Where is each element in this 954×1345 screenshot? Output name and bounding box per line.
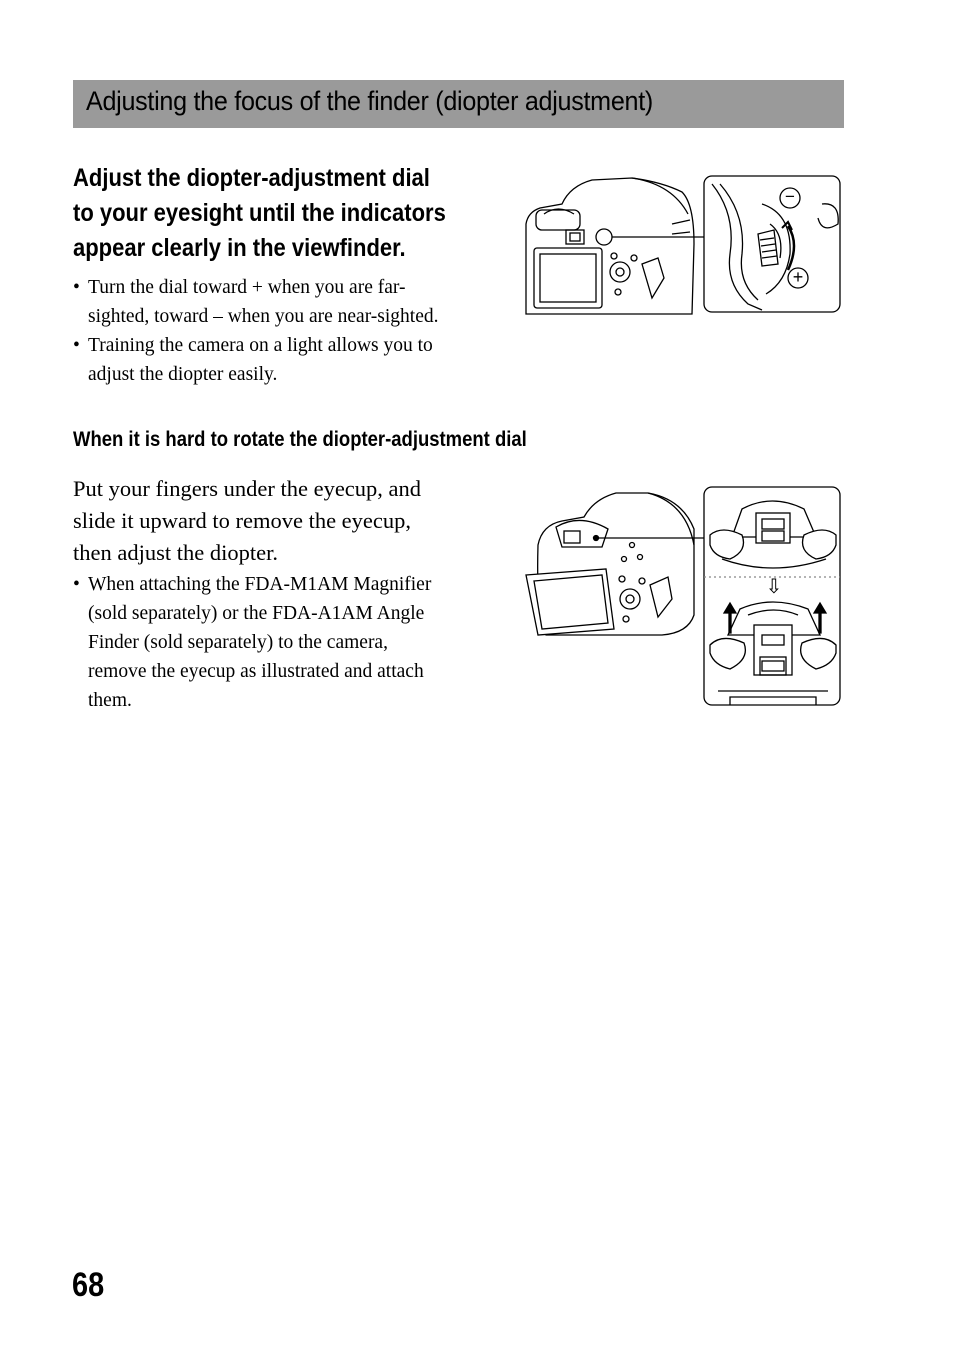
page-number: 68 — [72, 1266, 105, 1304]
diopter-heading — [73, 161, 460, 266]
eyecup-intro — [73, 473, 503, 569]
bullet-line: (sold separately) or the FDA-A1AM Angle — [88, 603, 425, 624]
section-title-bar — [73, 80, 844, 128]
diopter-illustration — [522, 174, 844, 316]
bullet-line: remove the eyecup as illustrated and attach — [88, 661, 424, 682]
bullet-line: adjust the diopter easily. — [88, 364, 278, 385]
eyecup-subheading: When it is hard to rotate the diopter-adjustment dial — [73, 428, 527, 451]
bullet-item — [73, 570, 503, 715]
heading-line: to your eyesight until the indicators — [73, 199, 446, 227]
heading-line: appear clearly in the viewfinder. — [73, 234, 406, 262]
section-title: Adjusting the focus of the finder (diopter adjustment) — [86, 86, 653, 116]
bullet-line: them. — [88, 690, 132, 711]
bullet-line: sighted, toward – when you are near-sighted. — [88, 306, 439, 327]
bullet-item — [73, 273, 503, 331]
intro-line: Put your fingers under the eyecup, and — [73, 476, 422, 501]
intro-line: slide it upward to remove the eyecup, — [73, 508, 412, 533]
bullet-line: Finder (sold separately) to the camera, — [88, 632, 388, 653]
down-arrow-icon: ⇩ — [765, 574, 783, 598]
bullet-item — [73, 331, 503, 389]
bullet-glyph: • — [73, 335, 80, 356]
minus-icon: − — [785, 187, 795, 206]
eyecup-removal-illustration — [522, 485, 844, 709]
eyecup-bullet-list — [73, 570, 503, 715]
bullet-glyph: • — [73, 277, 80, 298]
bullet-glyph: • — [73, 574, 80, 595]
heading-line: Adjust the diopter-adjustment dial — [73, 164, 430, 192]
bullet-line: Training the camera on a light allows you to — [88, 335, 433, 356]
intro-line: then adjust the diopter. — [73, 540, 278, 565]
bullet-line: When attaching the FDA-M1AM Magnifier — [88, 574, 432, 595]
bullet-line: Turn the dial toward + when you are far- — [88, 277, 406, 298]
diopter-bullet-list — [73, 273, 503, 389]
plus-icon: + — [792, 267, 804, 287]
